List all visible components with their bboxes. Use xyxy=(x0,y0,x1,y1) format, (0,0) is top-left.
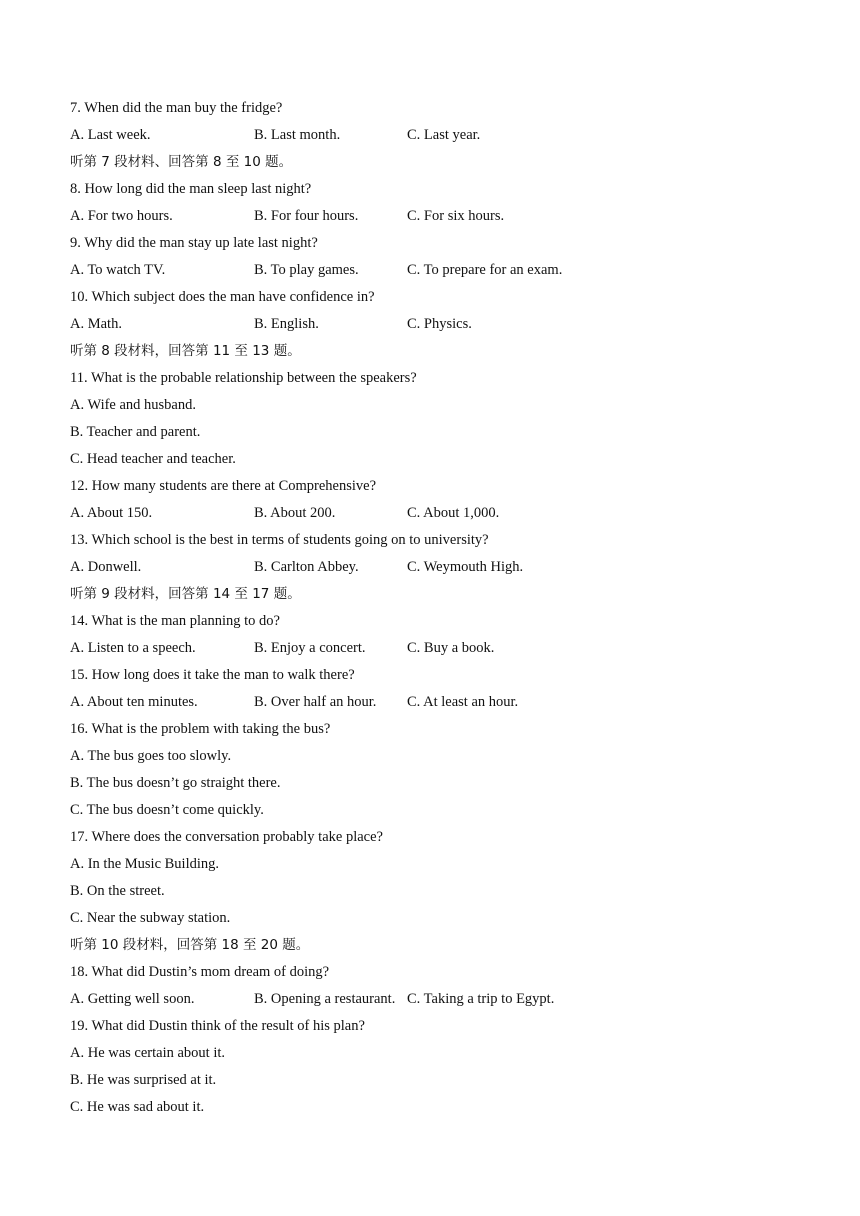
question-text: 10. Which subject does the man have confidence in? xyxy=(70,289,375,305)
answer-option-line: B. Teacher and parent. xyxy=(70,424,201,440)
answer-option-line: A. Wife and husband. xyxy=(70,397,196,413)
question-text: 13. Which school is the best in terms of students going on to university? xyxy=(70,532,489,548)
options-row xyxy=(70,122,790,149)
answer-option-line: A. He was certain about it. xyxy=(70,1045,226,1061)
answer-option-a: A. To watch TV. xyxy=(70,262,166,278)
answer-option-a: A. About ten minutes. xyxy=(70,694,198,710)
options-row xyxy=(70,689,790,716)
answer-option-b: B. Over half an hour. xyxy=(254,694,377,710)
question-text: 7. When did the man buy the fridge? xyxy=(70,100,283,116)
answer-option-a: A. Getting well soon. xyxy=(70,991,195,1007)
answer-option-c: C. For six hours. xyxy=(407,208,505,224)
question-text: 17. Where does the conversation probably take place? xyxy=(70,829,383,845)
answer-option-b: B. About 200. xyxy=(254,505,336,521)
answer-option-b: B. Carlton Abbey. xyxy=(254,559,359,575)
answer-option-c: C. Physics. xyxy=(407,316,472,332)
options-row xyxy=(70,257,790,284)
options-row xyxy=(70,635,790,662)
question-text: 19. What did Dustin think of the result of his plan? xyxy=(70,1018,365,1034)
answer-option-b: B. To play games. xyxy=(254,262,359,278)
options-row xyxy=(70,986,790,1013)
answer-option-line: B. The bus doesn’t go straight there. xyxy=(70,775,281,791)
answer-option-a: A. Donwell. xyxy=(70,559,142,575)
answer-option-a: A. For two hours. xyxy=(70,208,173,224)
answer-option-a: A. About 150. xyxy=(70,505,153,521)
answer-option-line: A. In the Music Building. xyxy=(70,856,220,872)
document-page xyxy=(70,95,790,1121)
question-text: 8. How long did the man sleep last night? xyxy=(70,181,312,197)
section-instruction: 听第 10 段材料，回答第 18 至 20 题。 xyxy=(70,937,310,953)
answer-option-c: C. Taking a trip to Egypt. xyxy=(407,991,555,1007)
question-text: 9. Why did the man stay up late last night? xyxy=(70,235,318,251)
answer-option-c: C. At least an hour. xyxy=(407,694,519,710)
answer-option-line: A. The bus goes too slowly. xyxy=(70,748,232,764)
section-instruction: 听第 7 段材料、回答第 8 至 10 题。 xyxy=(70,154,293,170)
answer-option-b: B. Last month. xyxy=(254,127,341,143)
answer-option-line: C. The bus doesn’t come quickly. xyxy=(70,802,264,818)
question-text: 16. What is the problem with taking the bus? xyxy=(70,721,331,737)
options-row xyxy=(70,500,790,527)
answer-option-a: A. Math. xyxy=(70,316,122,332)
answer-option-c: C. Weymouth High. xyxy=(407,559,524,575)
answer-option-line: C. Near the subway station. xyxy=(70,910,231,926)
answer-option-line: B. On the street. xyxy=(70,883,165,899)
answer-option-c: C. Buy a book. xyxy=(407,640,495,656)
answer-option-line: C. He was sad about it. xyxy=(70,1099,205,1115)
answer-option-line: C. Head teacher and teacher. xyxy=(70,451,236,467)
answer-option-b: B. Opening a restaurant. xyxy=(254,991,396,1007)
answer-option-b: B. English. xyxy=(254,316,319,332)
options-row xyxy=(70,554,790,581)
question-text: 12. How many students are there at Comprehensive? xyxy=(70,478,377,494)
answer-option-b: B. Enjoy a concert. xyxy=(254,640,366,656)
answer-option-line: B. He was surprised at it. xyxy=(70,1072,217,1088)
answer-option-a: A. Listen to a speech. xyxy=(70,640,196,656)
section-instruction: 听第 8 段材料，回答第 11 至 13 题。 xyxy=(70,343,301,359)
options-row xyxy=(70,311,790,338)
question-text: 18. What did Dustin’s mom dream of doing? xyxy=(70,964,330,980)
question-text: 11. What is the probable relationship between the speakers? xyxy=(70,370,417,386)
section-instruction: 听第 9 段材料，回答第 14 至 17 题。 xyxy=(70,586,301,602)
options-row xyxy=(70,203,790,230)
answer-option-c: C. To prepare for an exam. xyxy=(407,262,563,278)
question-text: 15. How long does it take the man to walk there? xyxy=(70,667,355,683)
answer-option-b: B. For four hours. xyxy=(254,208,359,224)
question-text: 14. What is the man planning to do? xyxy=(70,613,280,629)
answer-option-a: A. Last week. xyxy=(70,127,151,143)
answer-option-c: C. Last year. xyxy=(407,127,481,143)
answer-option-c: C. About 1,000. xyxy=(407,505,500,521)
